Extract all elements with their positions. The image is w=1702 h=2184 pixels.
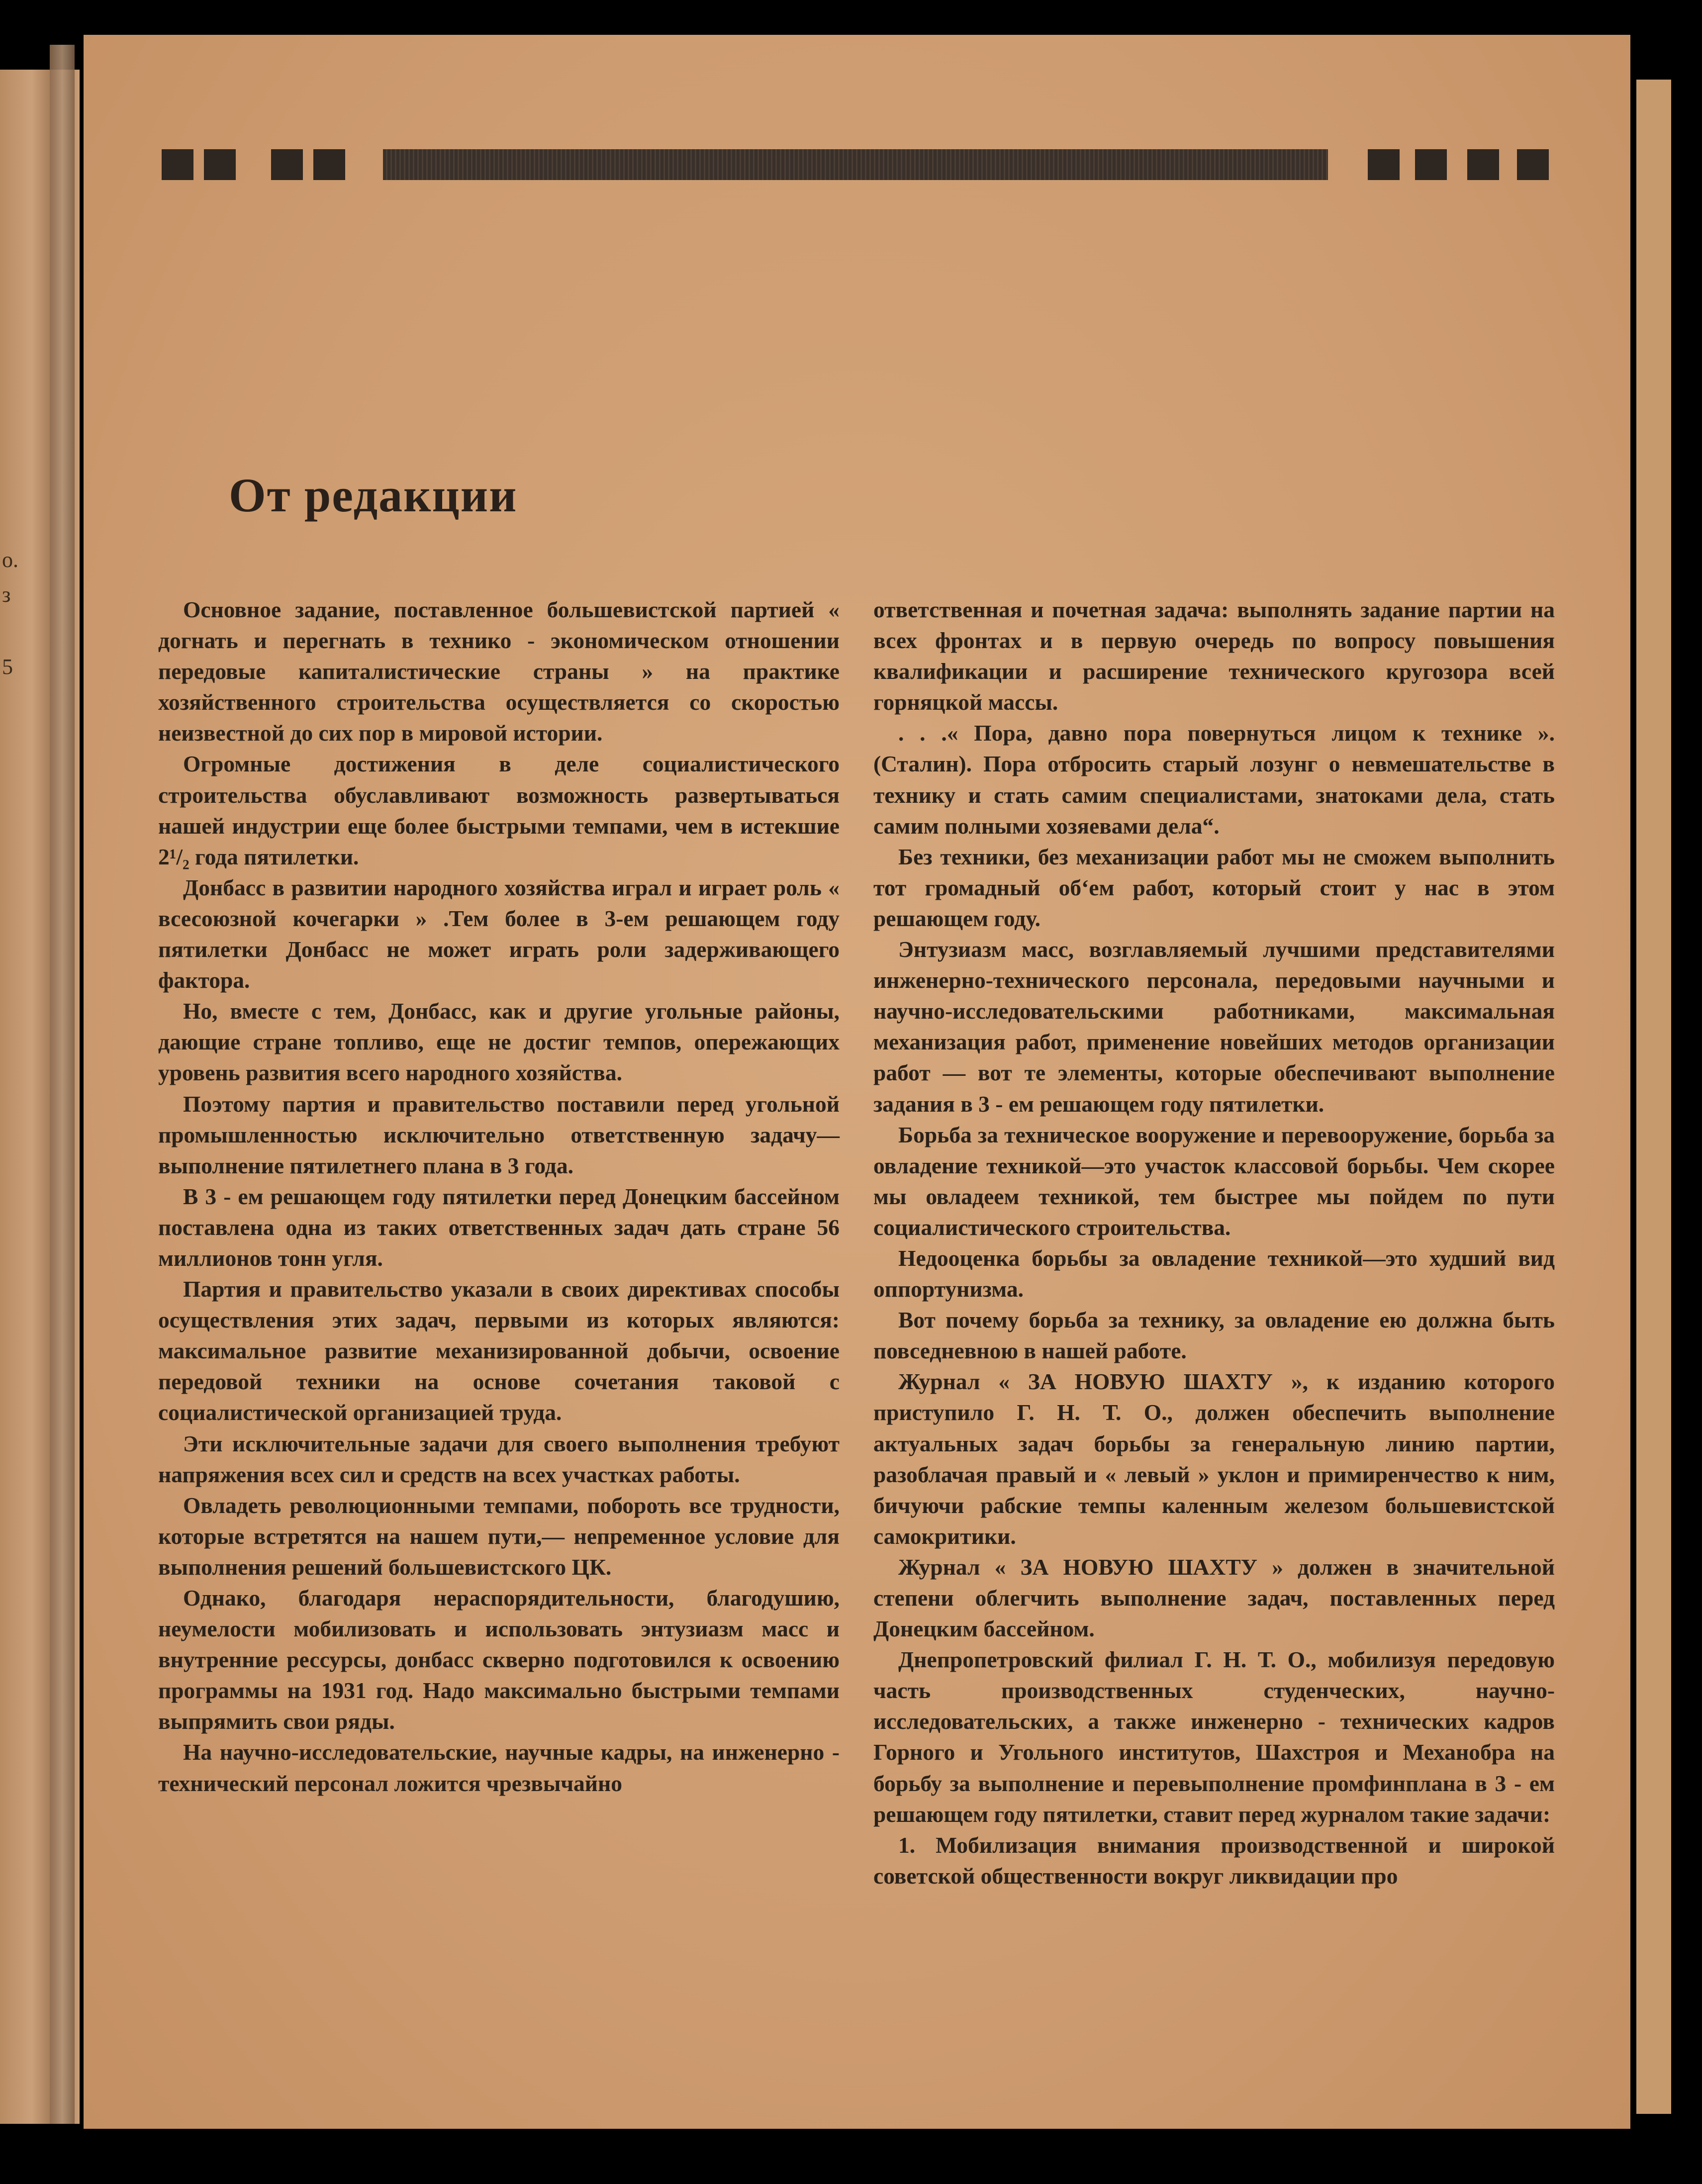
margin-mark: 5 [2, 655, 13, 679]
band-square [1368, 149, 1400, 180]
paragraph: На научно-исследовательские, научные кадры, на инженерно - технический персонал ложится чрезвычайно [158, 1739, 840, 1796]
paragraph: Журнал « ЗА НОВУЮ ШАХТУ », к изданию которого приступило Г. Н. Т. О., должен обеспечить выполнение актуальных задач борьбы за генеральную линию партии, разоблачая правый и « левый » уклон и примиренчество к ним, бичуючи рабские темпы каленным железом большевистской самокритики. [873, 1369, 1555, 1549]
paragraph: Вот почему борьба за технику, за овладение ею должна быть повседневною в нашей работе. [873, 1307, 1555, 1364]
paragraph: Эти исключительные задачи для своего выполнения требуют напряжения всех сил и средств на всех участках работы. [158, 1430, 840, 1487]
paragraph: . . .« Пора, давно пора повернуться лицом к технике ». (Сталин). Пора отбросить старый лозунг о невмешательстве в технику и стать самим специалистами, знатоками дела, стать самим полными хозяевами дела“. [873, 720, 1555, 839]
band-square [204, 149, 236, 180]
band-square [271, 149, 303, 180]
band-square [162, 149, 193, 180]
paragraph: Огромные достижения в деле социалистического строительства обуславливают возможность развертываться нашей индустрии еще более быстрыми темпами, чем в истекшие 2¹/₂ года пятилетки. [158, 751, 840, 869]
paragraph: Овладеть революционными темпами, побороть все трудности, которые встретятся на нашем пути,— непременное условие для выполнения решений большевистского ЦК. [158, 1492, 840, 1580]
decorative-header-band [0, 149, 1702, 180]
right-column [873, 594, 1555, 1892]
paragraph: В 3 - ем решающем году пятилетки перед Донецким бассейном поставлена одна из таких ответственных задач дать стране 56 миллионов тонн угля. [158, 1183, 840, 1271]
back-sheet-edge [1636, 80, 1671, 2114]
paragraph: Поэтому партия и правительство поставили перед угольной промышленностью исключительно ответственную задачу—выполнение пятилетнего плана в 3 года. [158, 1091, 840, 1178]
paragraph: Без техники, без механизации работ мы не сможем выполнить тот громадный об‘ем работ, который стоит у нас в этом решающем году. [873, 844, 1555, 931]
paragraph: 1. Мобилизация внимания производственной и широкой советской общественности вокруг ликвидации про [873, 1832, 1555, 1889]
band-bar [383, 149, 1328, 180]
paragraph: Но, вместе с тем, Донбасс, как и другие угольные районы, дающие стране топливо, еще не достиг темпов, опережающих уровень развития всего народного хозяйства. [158, 998, 840, 1086]
paragraph: Партия и правительство указали в своих директивах способы осуществления этих задач, первыми из которых являются: максимальное развитие механизированной добычи, освоение передовой техники на основе сочетания таковой с социалистической организацией труда. [158, 1276, 840, 1425]
paragraph: Днепропетровский филиал Г. Н. Т. О., мобилизуя передовую часть производственных студенческих, научно-исследовательских, а также инженерно - технических кадров Горного и Угольного институтов, Шахстроя и Механобра на борьбу за выполнение и перевыполнение промфинплана в 3 - ем решающем году пятилетки, ставит перед журналом такие задачи: [873, 1647, 1555, 1827]
paragraph: Основное задание, поставленное большевистской партией « догнать и перегнать в технико - экономическом отношении передовые капиталистические страны » на практике хозяйственного строительства осуществляется со скоростью неизвестной до сих пор в мировой истории. [158, 597, 840, 746]
paragraph-continuation: ответственная и почетная задача: выполнять задание партии на всех фронтах и в первую очередь по вопросу повышения квалификации и расширение технического кругозора всей горняцкой массы. [873, 597, 1555, 715]
article-title: От редакции [229, 469, 518, 522]
band-square [1467, 149, 1499, 180]
binding-spine [50, 45, 75, 2124]
paragraph: Энтузиазм масс, возглавляемый лучшими представителями инженерно-технического персонала, передовыми научными и научно-исследовательскими работниками, максимальная механизация работ, применение новейших методов организации работ — вот те элементы, которые обеспечивают выполнение задания в 3 - ем решающем году пятилетки. [873, 937, 1555, 1117]
band-square [1517, 149, 1549, 180]
margin-mark: з [2, 582, 11, 607]
paragraph: Борьба за техническое вооружение и перевооружение, борьба за овладение техникой—это участок классовой борьбы. Чем скорее мы овладеем техникой, тем быстрее мы пойдем по пути социалистического строительства. [873, 1122, 1555, 1240]
paragraph: Журнал « ЗА НОВУЮ ШАХТУ » должен в значительной степени облегчить выполнение задач, поставленных перед Донецким бассейном. [873, 1554, 1555, 1642]
paragraph: Донбасс в развитии народного хозяйства играл и играет роль « всесоюзной кочегарки » .Тем более в 3-ем решающем году пятилетки Донбасс не может играть роли задерживающего фактора. [158, 874, 840, 993]
margin-mark: о. [2, 548, 18, 572]
band-square [1415, 149, 1447, 180]
band-square [313, 149, 345, 180]
paragraph: Недооценка борьбы за овладение техникой—это худший вид оппортунизма. [873, 1245, 1555, 1302]
left-column [158, 594, 840, 1799]
paragraph: Однако, благодаря нераспорядительности, благодушию, неумелости мобилизовать и использовать энтузиазм масс и внутренние рессурсы, донбасс скверно подготовился к освоению программы на 1931 год. Надо максимально быстрыми темпами выпрямить свои ряды. [158, 1585, 840, 1734]
